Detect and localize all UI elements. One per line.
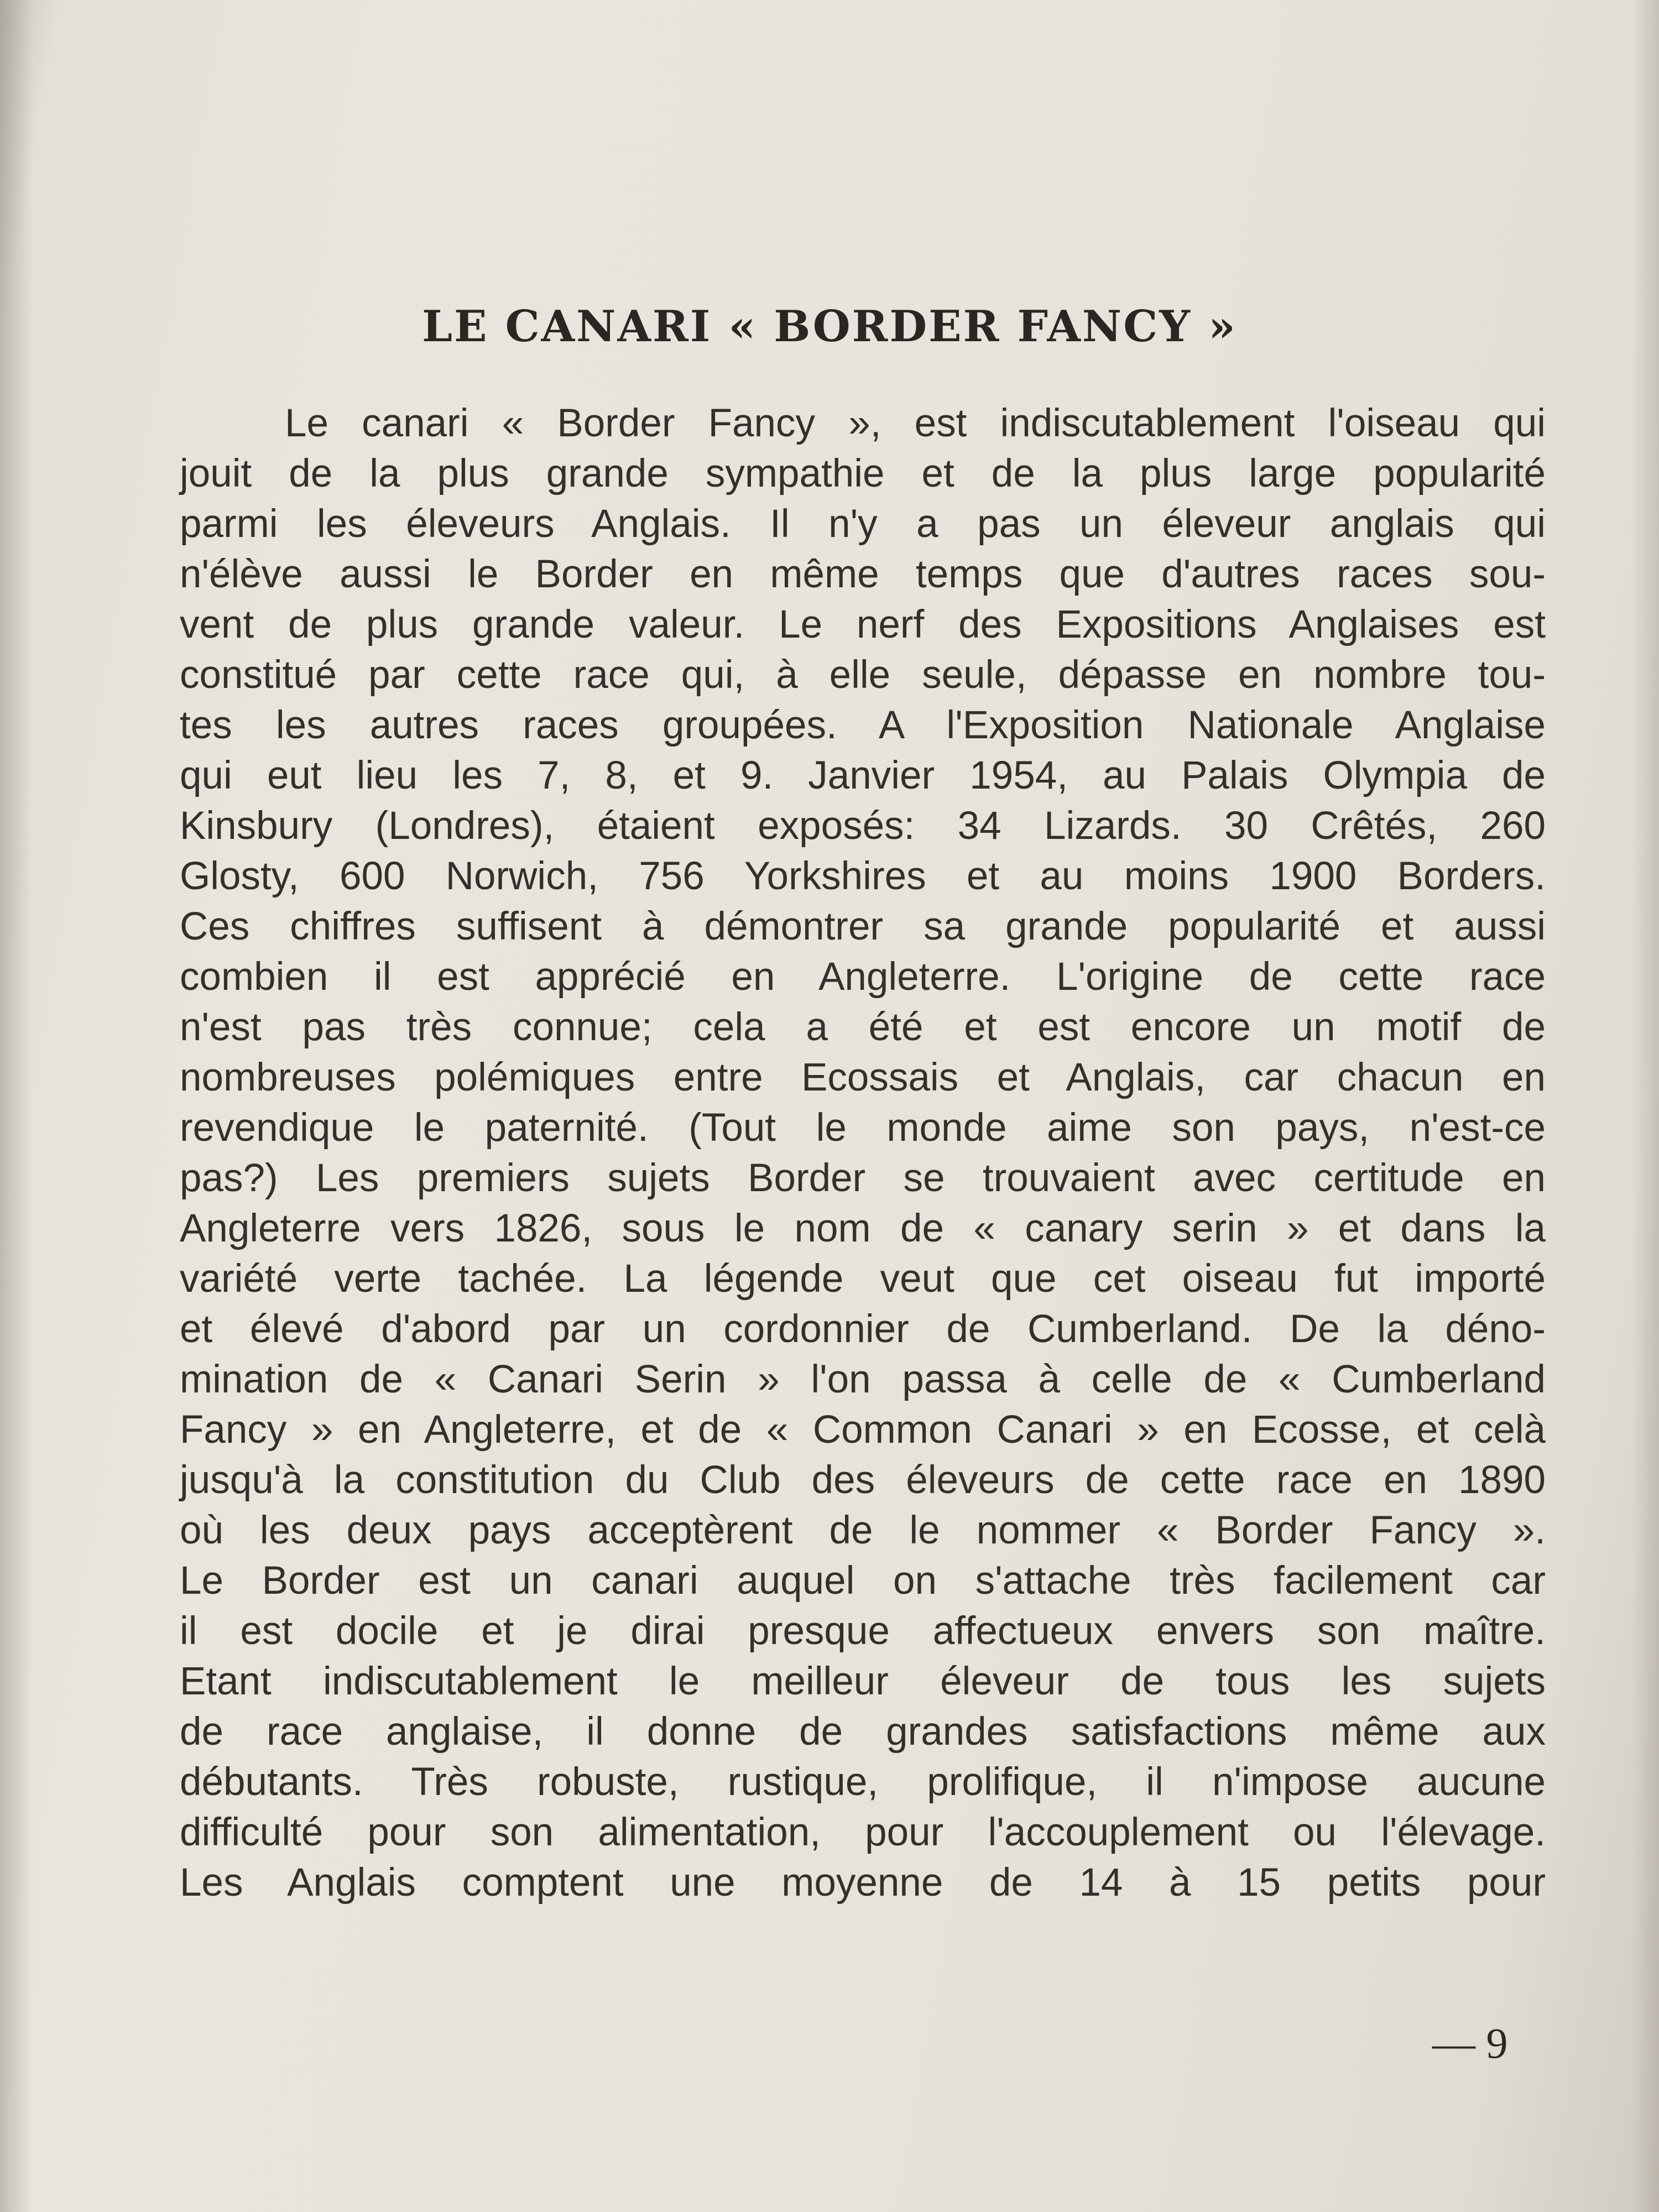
text-line: revendique le paternité. (Tout le monde aime son pays, n'est-ce (180, 1106, 1546, 1150)
text-line: n'est pas très connue; cela a été et est encore un motif de (180, 1005, 1546, 1049)
text-line: Fancy » en Angleterre, et de « Common Canari » en Ecosse, et celà (180, 1408, 1546, 1452)
text-line: n'élève aussi le Border en même temps que d'autres races sou- (180, 552, 1546, 596)
text-line: qui eut lieu les 7, 8, et 9. Janvier 1954, au Palais Olympia de (180, 754, 1546, 797)
text-line: Glosty, 600 Norwich, 756 Yorkshires et au moins 1900 Borders. (180, 854, 1546, 898)
text-line: de race anglaise, il donne de grandes satisfactions même aux (180, 1710, 1546, 1754)
text-line: Les Anglais comptent une moyenne de 14 à 15 petits pour (180, 1861, 1546, 1905)
text-line: Angleterre vers 1826, sous le nom de « canary serin » et dans la (180, 1207, 1546, 1250)
text-line: Etant indiscutablement le meilleur éleveur de tous les sujets (180, 1660, 1546, 1703)
text-line: variété verte tachée. La légende veut que cet oiseau fut importé (180, 1257, 1546, 1301)
text-line: il est docile et je dirai presque affectueux envers son maître. (180, 1609, 1546, 1653)
text-line: constitué par cette race qui, à elle seule, dépasse en nombre tou- (180, 653, 1546, 697)
text-line: où les deux pays acceptèrent de le nommer « Border Fancy ». (180, 1509, 1546, 1552)
text-line: combien il est apprécié en Angleterre. L'origine de cette race (180, 955, 1546, 999)
page-number: — 9 (1432, 2019, 1508, 2067)
text-line: nombreuses polémiques entre Ecossais et Anglais, car chacun en (180, 1056, 1546, 1099)
body-paragraph (180, 398, 1546, 1908)
text-line: Kinsbury (Londres), étaient exposés: 34 Lizards. 30 Crêtés, 260 (180, 804, 1546, 848)
text-line: Ces chiffres suffisent à démontrer sa grande popularité et aussi (180, 905, 1546, 948)
text-line: pas?) Les premiers sujets Border se trouvaient avec certitude en (180, 1156, 1546, 1200)
text-line: difficulté pour son alimentation, pour l'accouplement ou l'élevage. (180, 1811, 1546, 1854)
text-line: jouit de la plus grande sympathie et de la plus large popularité (180, 452, 1546, 495)
text-line: Le Border est un canari auquel on s'attache très facilement car (180, 1559, 1546, 1603)
text-line: tes les autres races groupées. A l'Exposition Nationale Anglaise (180, 703, 1546, 747)
text-line: débutants. Très robuste, rustique, prolifique, il n'impose aucune (180, 1760, 1546, 1804)
text-line: vent de plus grande valeur. Le nerf des Expositions Anglaises est (180, 603, 1546, 646)
text-line: jusqu'à la constitution du Club des éleveurs de cette race en 1890 (180, 1458, 1546, 1502)
chapter-title: LE CANARI « BORDER FANCY » (422, 301, 1237, 352)
text-line: et élevé d'abord par un cordonnier de Cumberland. De la déno- (180, 1307, 1546, 1351)
text-line: mination de « Canari Serin » l'on passa à celle de « Cumberland (180, 1358, 1546, 1401)
text-line: parmi les éleveurs Anglais. Il n'y a pas un éleveur anglais qui (180, 502, 1546, 546)
text-line: Le canari « Border Fancy », est indiscutablement l'oiseau qui (285, 401, 1546, 445)
